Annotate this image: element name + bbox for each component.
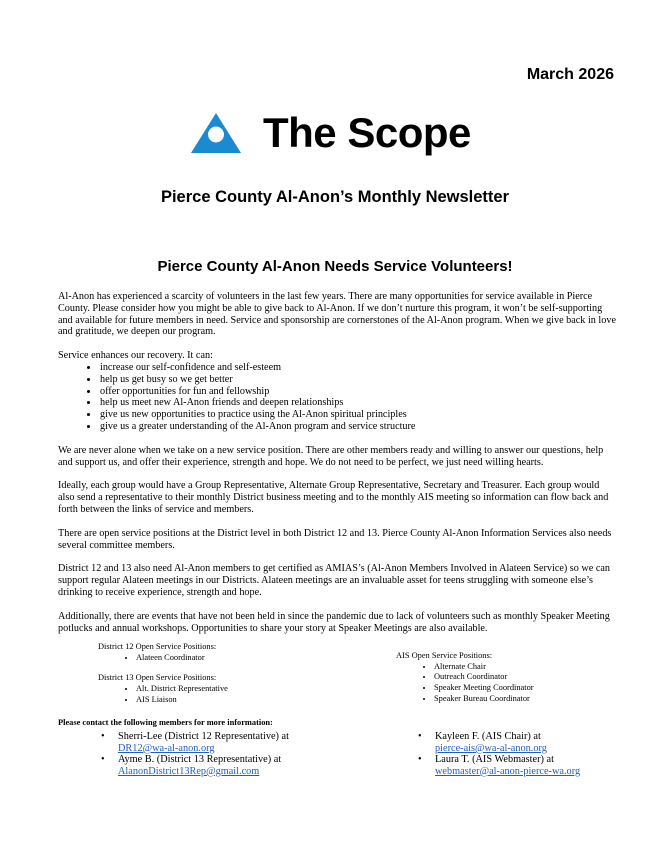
district-positions [98, 642, 228, 706]
list-item: • help us meet new Al-Anon friends and deepen relationships [99, 397, 618, 409]
logo-triangle [191, 113, 241, 153]
list-item: • help us get busy so we get better [99, 374, 618, 386]
benefits-list [58, 362, 618, 433]
contact-email-link[interactable]: webmaster@al-anon-pierce-wa.org [435, 765, 581, 777]
list-item: • offer opportunities for fun and fellowship [99, 386, 618, 398]
ais-list [396, 662, 534, 705]
contact-district13 [101, 754, 282, 778]
benefits-lead: Service enhances our recovery. It can: [58, 350, 213, 362]
contact-heading: Please contact the following members for more information: [58, 718, 273, 727]
ais-label: AIS Open Service Positions: [396, 651, 493, 660]
newsletter-subtitle: Pierce County Al-Anon’s Monthly Newsletter [160, 188, 510, 206]
newsletter-title: The Scope [263, 109, 471, 156]
list-item: • AIS Liaison [136, 695, 228, 706]
amias-paragraph: District 12 and 13 also need Al-Anon members to get certified as AMIAS’s (Al-Anon Members Involved in Alateen Service) so we can support regular Alateen meetings in our Districts. Alateen meetings are an invaluable asset for teens struggling with someone else’s drinking to receive experience, strength and hope. [58, 563, 610, 598]
list-item: • Alternate Chair [434, 662, 534, 673]
list-item: • Outreach Coordinator [434, 672, 534, 683]
list-item: • give us new opportunities to practice using the Al-Anon spiritual principles [99, 409, 618, 421]
district12-label: District 12 Open Service Positions: [98, 642, 217, 651]
list-item: • Speaker Bureau Coordinator [434, 694, 534, 705]
bullet-icon: • [418, 731, 422, 742]
bullet-icon: • [101, 731, 105, 742]
contact-name: Kayleen F. (AIS Chair) at [435, 731, 541, 742]
contact-name: Ayme B. (District 13 Representative) at [118, 754, 282, 765]
al-anon-logo-icon [190, 112, 242, 154]
article-heading: Pierce County Al-Anon Needs Service Volunteers! [157, 258, 513, 275]
open-positions-paragraph: There are open service positions at the District level in both District 12 and 13. Pierce County Al-Anon Information Services also needs several committee members. [58, 527, 612, 551]
district13-label: District 13 Open Service Positions: [98, 673, 217, 683]
list-item: • Speaker Meeting Coordinator [434, 683, 534, 694]
contact-name: Laura T. (AIS Webmaster) at [435, 754, 554, 765]
bullet-icon: • [418, 754, 422, 765]
contact-name: Sherri-Lee (District 12 Representative) at [118, 731, 289, 742]
district12-list [98, 653, 228, 664]
newsletter-date: March 2026 [526, 66, 614, 83]
list-item: • increase our self-confidence and self-esteem [99, 362, 618, 374]
list-item: • Alt. District Representative [136, 684, 228, 695]
group-roles-paragraph: Ideally, each group would have a Group Representative, Alternate Group Representative, Secretary and Treasurer. Each group would also send a representative to their monthly District business meeting and to the monthly AIS meeting so information can flow back and forth between the links of service and members. [58, 480, 609, 515]
bullet-icon: • [101, 754, 105, 765]
list-item: • Alateen Coordinator [136, 653, 228, 664]
never-alone-paragraph: We are never alone when we take on a new service position. There are other members ready and willing to answer our questions, help and support us, and offer their experience, strength and hope. We do not need to be perfect, we just need willing hearts. [58, 444, 604, 468]
article-body [58, 291, 618, 646]
list-item: • give us a greater understanding of the Al-Anon program and service structure [99, 421, 618, 433]
contact-email-link[interactable]: pierce-ais@wa-al-anon.org [435, 742, 547, 754]
intro-paragraph: Al-Anon has experienced a scarcity of volunteers in the last few years. There are many opportunities for service available in Pierce County. Please consider how you might be able to give back to Al-Anon. If we don’t nurture this program, it won’t be self-supporting and available for future members in need. Service and sponsorship are cornerstones of the Al-Anon program. When we give back in love and gratitude, we deepen our program. [58, 291, 616, 338]
contact-email-link[interactable]: AlanonDistrict13Rep@gmail.com [118, 765, 260, 777]
contact-email-link[interactable]: DR12@wa-al-anon.org [118, 742, 215, 754]
contact-ais-chair [418, 731, 547, 755]
events-paragraph: Additionally, there are events that have not been held in since the pandemic due to lack of volunteers such as monthly Speaker Meeting potlucks and annual workshops. Opportunities to share your story at Speaker Meetings are also available. [58, 610, 610, 634]
ais-positions [396, 651, 534, 705]
district13-list [98, 684, 228, 705]
contact-district12 [101, 731, 289, 755]
contact-ais-webmaster [418, 754, 581, 778]
